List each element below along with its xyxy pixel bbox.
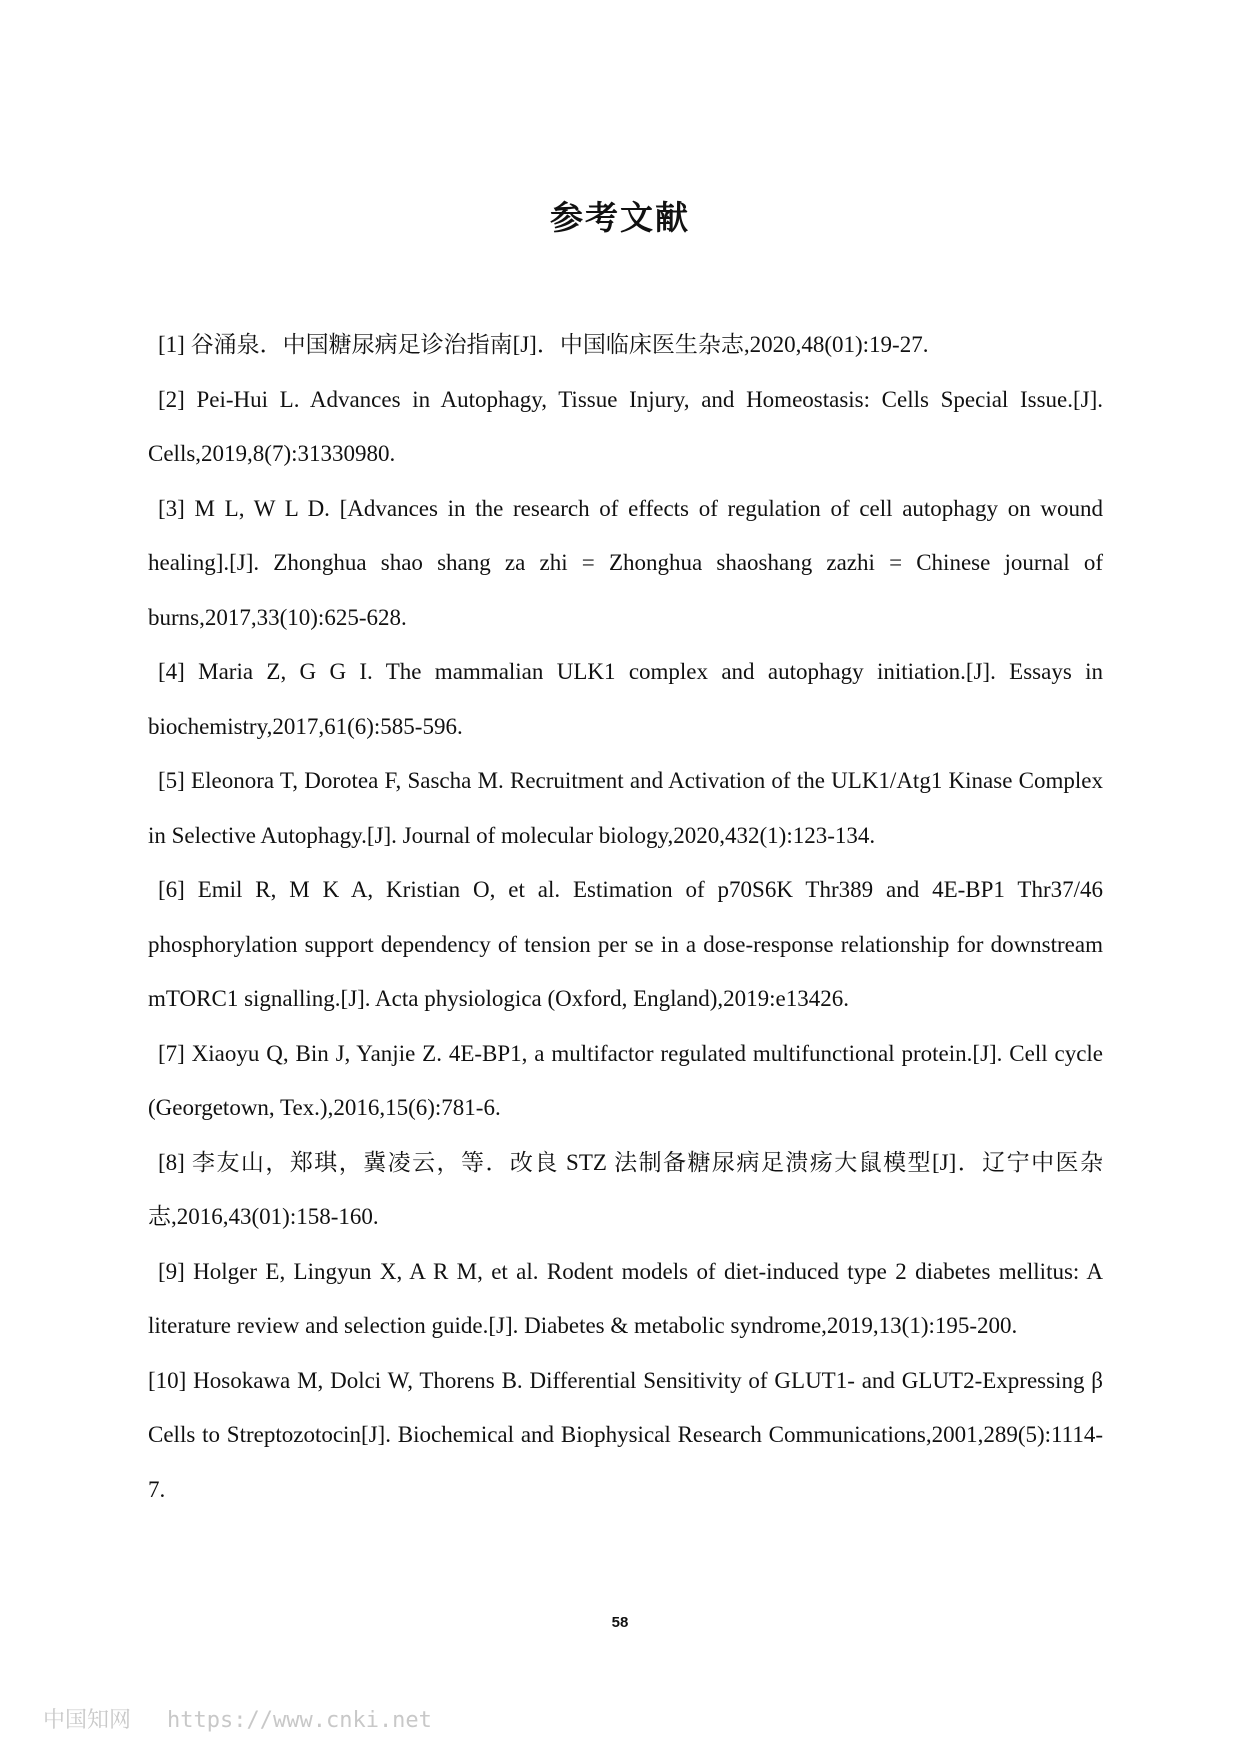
reference-item-5: [5] Eleonora T, Dorotea F, Sascha M. Recruitment and Activation of the ULK1/Atg1 Kinase Complex in Selective Autophagy.[J]. Journal of molecular biology,2020,432(1):123-134. bbox=[148, 768, 1103, 848]
reference-item-1: [1] 谷涌泉．中国糖尿病足诊治指南[J]．中国临床医生杂志,2020,48(01):19-27. bbox=[158, 332, 929, 357]
reference-list bbox=[148, 318, 1103, 1517]
reference-item-4: [4] Maria Z, G G I. The mammalian ULK1 complex and autophagy initiation.[J]. Essays in biochemistry,2017,61(6):585-596. bbox=[148, 659, 1103, 739]
reference-item-6: [6] Emil R, M K A, Kristian O, et al. Estimation of p70S6K Thr389 and 4E-BP1 Thr37/46 phosphorylation support dependency of tension per se in a dose-response relationship for downstream mTORC1 signalling.[J]. Acta physiologica (Oxford, England),2019:e13426. bbox=[148, 877, 1103, 1011]
watermark-name: 中国知网 bbox=[43, 1708, 132, 1733]
reference-item-3: [3] M L, W L D. [Advances in the research of effects of regulation of cell autophagy on wound healing].[J]. Zhonghua shao shang za zhi = Zhonghua shaoshang zazhi = Chinese journal of burns,2017,33(10):625-628. bbox=[148, 495, 1103, 630]
page-title: 参考文献 bbox=[550, 198, 690, 237]
reference-item-10: [10] Hosokawa M, Dolci W, Thorens B. Differential Sensitivity of GLUT1- and GLUT2-Expressing β Cells to Streptozotocin[J]. Biochemical and Biophysical Research Communications,2001,289(5):1114-7. bbox=[148, 1367, 1103, 1502]
page-number: 58 bbox=[611, 1614, 629, 1631]
watermark-url: https://www.cnki.net bbox=[167, 1708, 432, 1733]
reference-item-2: [2] Pei-Hui L. Advances in Autophagy, Tissue Injury, and Homeostasis: Cells Special Issue.[J]. Cells,2019,8(7):31330980. bbox=[148, 386, 1103, 466]
reference-item-8: [8] 李友山，郑琪，冀凌云，等．改良 STZ 法制备糖尿病足溃疡大鼠模型[J]．辽宁中医杂志,2016,43(01):158-160. bbox=[148, 1149, 1103, 1229]
reference-item-9: [9] Holger E, Lingyun X, A R M, et al. Rodent models of diet-induced type 2 diabetes mellitus: A literature review and selection guide.[J]. Diabetes & metabolic syndrome,2019,13(1):195-200. bbox=[148, 1258, 1103, 1338]
reference-item-7: [7] Xiaoyu Q, Bin J, Yanjie Z. 4E-BP1, a multifactor regulated multifunctional protein.[J]. Cell cycle (Georgetown, Tex.),2016,15(6):781-6. bbox=[148, 1040, 1103, 1120]
cnki-watermark bbox=[43, 1703, 432, 1734]
